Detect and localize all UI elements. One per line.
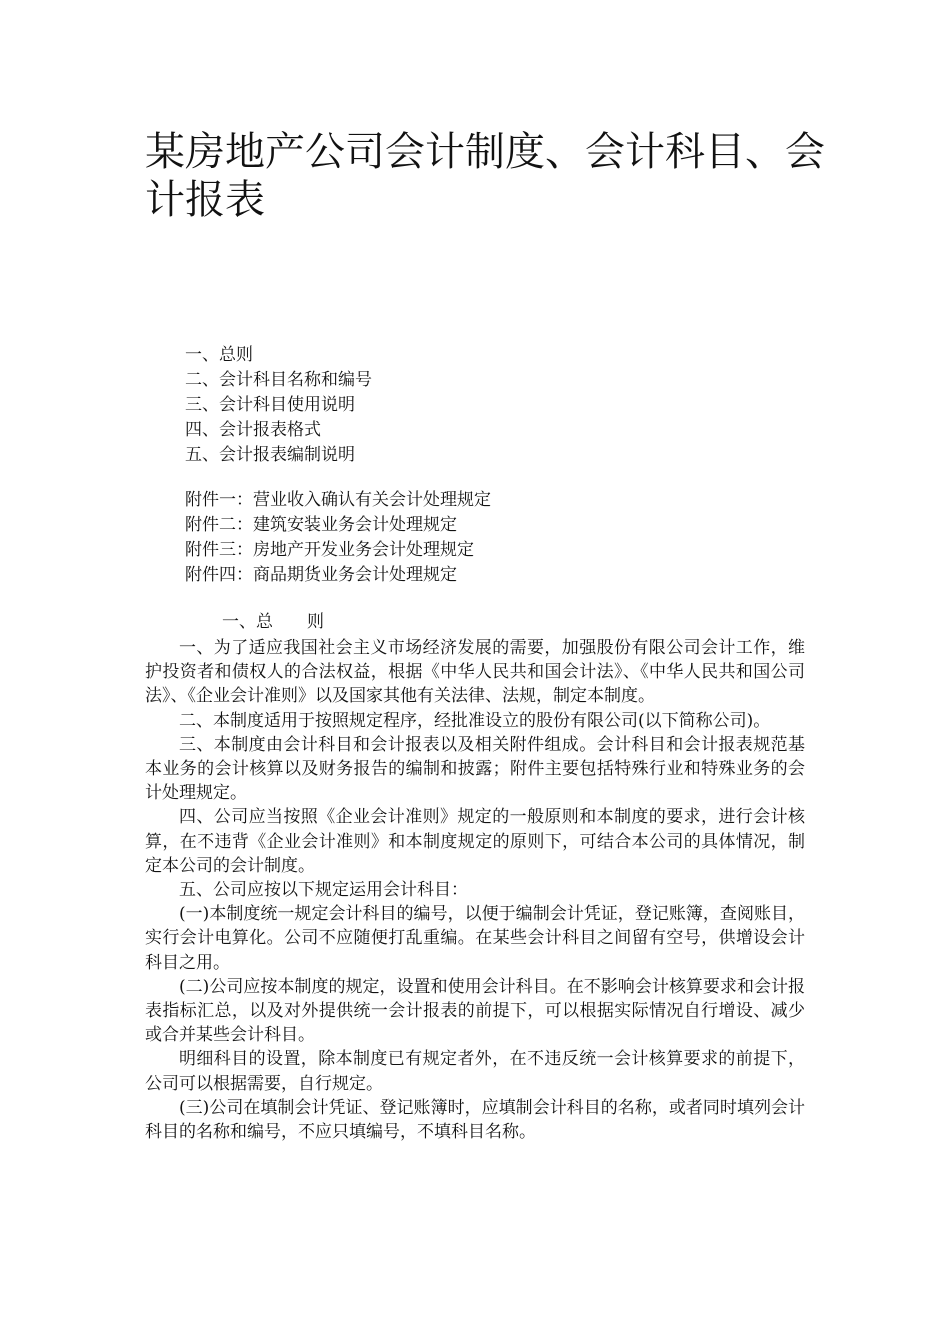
paragraph: 三、本制度由会计科目和会计报表以及相关附件组成。会计科目和会计报表规范基本业务的会计核算以及财务报告的编制和披露；附件主要包括特殊行业和特殊业务的会计处理规定。 bbox=[145, 734, 805, 804]
paragraph: 明细科目的设置，除本制度已有规定者外，在不违反统一会计核算要求的前提下，公司可以根据需要，自行规定。 bbox=[145, 1049, 805, 1094]
table-of-contents bbox=[185, 343, 372, 468]
paragraph: 二、本制度适用于按照规定程序，经批准设立的股份有限公司(以下简称公司)。 bbox=[179, 710, 771, 731]
toc-item: 五、会计报表编制说明 bbox=[185, 445, 355, 465]
document-body bbox=[145, 636, 805, 1144]
toc-item: 四、会计报表格式 bbox=[185, 420, 321, 440]
document-title: 某房地产公司会计制度、会计科目、会计报表 bbox=[145, 129, 825, 223]
paragraph: 五、公司应按以下规定运用会计科目： bbox=[179, 880, 468, 901]
annex-item: 附件二：建筑安装业务会计处理规定 bbox=[185, 515, 457, 535]
paragraph: 四、公司应当按照《企业会计准则》规定的一般原则和本制度的要求，进行会计核算，在不违背《企业会计准则》和本制度规定的原则下，可结合本公司的具体情况，制定本公司的会计制度。 bbox=[145, 807, 805, 876]
annex-item: 附件四：商品期货业务会计处理规定 bbox=[185, 565, 457, 585]
section-heading: 一、总 则 bbox=[222, 612, 324, 632]
paragraph: (三)公司在填制会计凭证、登记账簿时，应填制会计科目的名称，或者同时填列会计科目的名称和编号，不应只填编号，不填科目名称。 bbox=[145, 1097, 805, 1143]
toc-item: 一、总则 bbox=[185, 345, 253, 365]
toc-item: 三、会计科目使用说明 bbox=[185, 395, 355, 415]
annex-item: 附件三：房地产开发业务会计处理规定 bbox=[185, 540, 474, 560]
annex-item: 附件一：营业收入确认有关会计处理规定 bbox=[185, 490, 491, 510]
paragraph: (二)公司应按本制度的规定，设置和使用会计科目。在不影响会计核算要求和会计报表指标汇总，以及对外提供统一会计报表的前提下，可以根据实际情况自行增设、减少或合并某些会计科目。 bbox=[145, 976, 805, 1046]
toc-item: 二、会计科目名称和编号 bbox=[185, 370, 372, 390]
paragraph: (一)本制度统一规定会计科目的编号，以便于编制会计凭证，登记账簿，查阅账目，实行会计电算化。公司不应随便打乱重编。在某些会计科目之间留有空号，供增设会计科目之用。 bbox=[145, 904, 805, 973]
annex-list bbox=[185, 488, 491, 588]
paragraph: 一、为了适应我国社会主义市场经济发展的需要，加强股份有限公司会计工作，维护投资者和债权人的合法权益，根据《中华人民共和国会计法》、《中华人民共和国公司法》、《企业会计准则》以及国家其他有关法律、法规，制定本制度。 bbox=[145, 638, 805, 707]
